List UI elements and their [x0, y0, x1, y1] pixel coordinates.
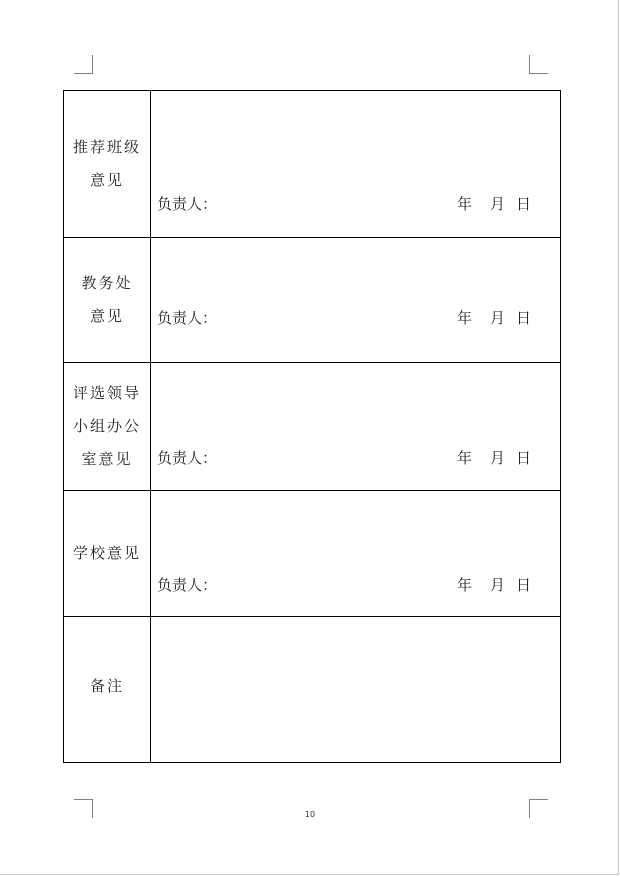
academic-affairs-label: 教务处意见 [81, 274, 133, 325]
school-opinion-area[interactable] [151, 491, 561, 617]
signer-label: 负责人： [157, 576, 218, 594]
signer-label: 负责人： [157, 195, 218, 213]
crop-mark-top-left [74, 55, 93, 74]
signer-label: 负责人： [157, 309, 218, 327]
table-row [64, 91, 561, 238]
academic-affairs-opinion-area[interactable] [151, 238, 561, 363]
class-recommendation-label: 推荐班级意见 [72, 138, 141, 189]
table-row [64, 491, 561, 617]
row-label-cell [64, 363, 151, 491]
year-label: 年 [457, 195, 473, 213]
day-label: 日 [516, 195, 532, 213]
crop-mark-top-right [529, 55, 548, 74]
school-opinion-label: 学校意见 [72, 544, 141, 562]
table-row [64, 617, 561, 763]
month-label: 月 [490, 449, 506, 467]
selection-office-opinion-area[interactable] [151, 363, 561, 491]
class-recommendation-opinion-area[interactable] [151, 91, 561, 238]
opinion-form-table [63, 90, 561, 763]
day-label: 日 [516, 576, 532, 594]
table-row [64, 363, 561, 491]
signer-label: 负责人： [157, 449, 218, 467]
row-label-cell [64, 91, 151, 238]
month-label: 月 [490, 309, 506, 327]
year-label: 年 [457, 576, 473, 594]
day-label: 日 [516, 309, 532, 327]
year-label: 年 [457, 449, 473, 467]
table-row [64, 238, 561, 363]
remarks-area[interactable] [151, 617, 561, 763]
row-label-cell [64, 491, 151, 617]
remarks-label: 备注 [89, 677, 124, 695]
page-number: 10 [304, 810, 316, 819]
year-label: 年 [457, 309, 473, 327]
month-label: 月 [490, 576, 506, 594]
month-label: 月 [490, 195, 506, 213]
selection-office-label: 评选领导小组办公室意见 [72, 384, 141, 468]
day-label: 日 [516, 449, 532, 467]
row-label-cell [64, 238, 151, 363]
row-label-cell [64, 617, 151, 763]
